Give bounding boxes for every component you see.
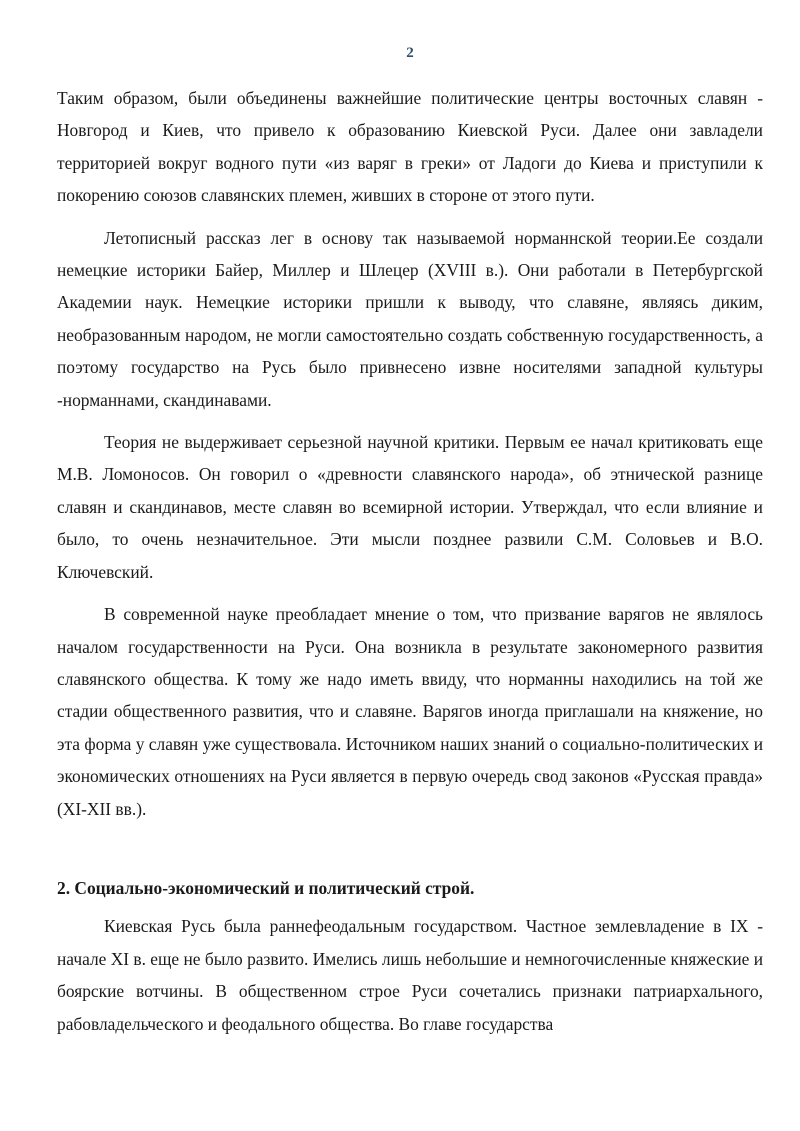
paragraph-1: Таким образом, были объединены важнейшие политические центры восточных славян - Новгород и Киев, что привело к образованию Киевской Руси. Далее они завладели территорией вокруг водного пути «из варяг в греки» от Ладоги до Киева и приступили к покорению союзов славянских племен, живших в стороне от этого пути. (57, 88, 763, 206)
paragraph-4: В современной науке преобладает мнение о том, что призвание варягов не являлось началом государственности на Руси. Она возникла в результате закономерного развития славянского общества. К тому же надо иметь ввиду, что норманны находились на той же стадии общественного развития, что и славяне. Варягов иногда приглашали на княжение, но эта форма у славян уже существовала. Источником наших знаний о социально-политических и экономических отношениях на Руси является в первую очередь свод законов «Русская правда» (XI-XII вв.). (57, 604, 763, 819)
section-heading: 2. Социально-экономический и политический строй. (57, 877, 475, 898)
document-body (57, 82, 763, 1040)
paragraph-2: Летописный рассказ лег в основу так называемой норманнской теории.Ее создали немецкие историки Байер, Миллер и Шлецер (XVIII в.). Они работали в Петербургской Академии наук. Немецкие историки пришли к выводу, что славяне, являясь диким, необразованным народом, не могли самостоятельно создать собственную государственность, а поэтому государство на Русь было привнесено извне носителями западной культуры -норманнами, скандинавами. (57, 227, 763, 410)
page-number: 2 (406, 45, 414, 61)
section-paragraph-1: Киевская Русь была раннефеодальным государством. Частное землевладение в IX - начале XI в. еще не было развито. Имелись лишь небольшие и немногочисленные княжеские и боярские вотчины. В общественном строе Руси сочетались признаки патриархального, рабовладельческого и феодального общества. Во главе государства (57, 916, 764, 1034)
paragraph-3: Теория не выдерживает серьезной научной критики. Первым ее начал критиковать еще М.В. Ломоносов. Он говорил о «древности славянского народа», об этнической разнице славян и скандинавов, месте славян во всемирной истории. Утверждал, что если влияние и было, то очень незначительное. Эти мысли позднее развили С.М. Соловьев и В.О. Ключевский. (57, 432, 763, 582)
